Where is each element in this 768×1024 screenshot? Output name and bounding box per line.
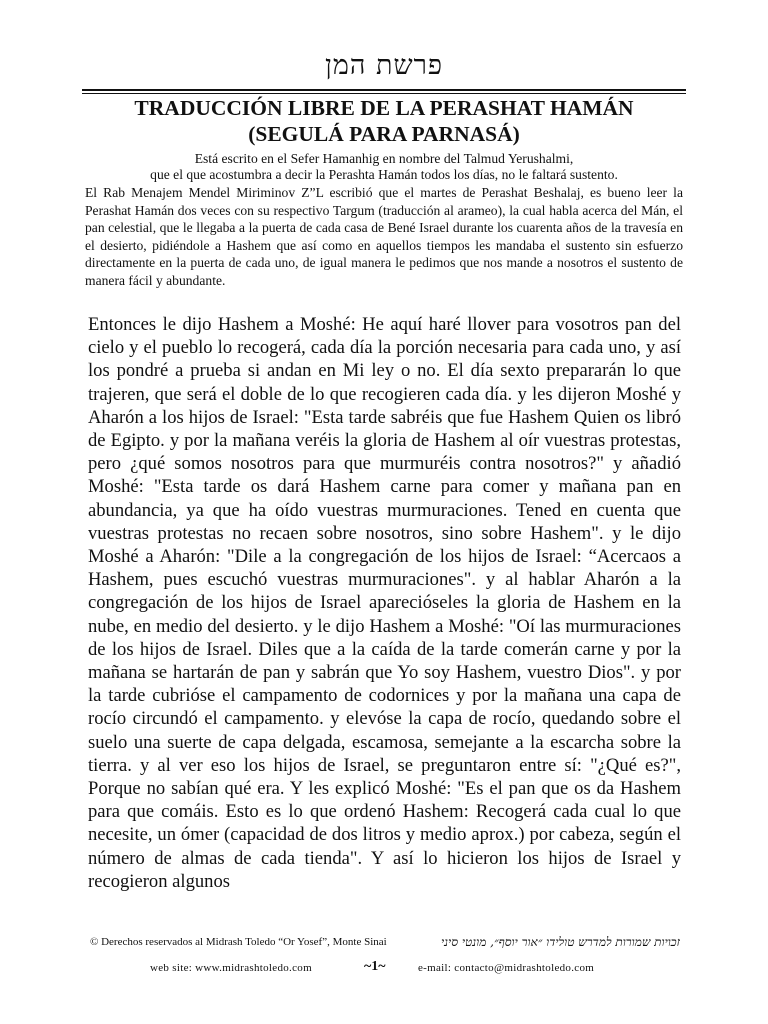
- title-line-2: (SEGULÁ PARA PARNASÁ): [248, 122, 520, 146]
- title-rule-thin: [82, 93, 686, 94]
- page-title: [60, 95, 708, 147]
- footer-copyright: [90, 936, 680, 948]
- intro-line-1: Está escrito en el Sefer Hamanhig en nombre del Talmud Yerushalmi,: [194, 151, 574, 166]
- email-link[interactable]: e-mail: contacto@midrashtoledo.com: [418, 962, 595, 974]
- hebrew-title: פרשת המן: [325, 50, 443, 81]
- title-line-1: TRADUCCIÓN LIBRE DE LA PERASHAT HAMÁN: [134, 96, 634, 120]
- website-link[interactable]: web site: www.midrashtoledo.com: [150, 962, 312, 974]
- main-text: Entonces le dijo Hashem a Moshé: He aquí haré llover para vosotros pan del cielo y el pueblo lo recogerá, cada día la porción necesaria para cada uno, y así los pondré a prueba si andan en Mi ley o no. El día sexto prepararán lo que trajeren, que será el doble de lo que recogieren cada día. y les dijeron Moshé y Aharón a los hijos de Israel: "Esta tarde sabréis que fue Hashem Quien os libró de Egipto. y por la mañana veréis la gloria de Hashem al oír vuestras protestas, pero ¿qué somos nosotros para que murmuréis contra nosotros?" y añadió Moshé: "Esta tarde os dará Hashem carne para comer y mañana pan en abundancia, ya que ha oído vuestras murmuraciones. Tened en cuenta que vuestras protestas no recaen sobre nosotros, sino sobre Hashem". y le dijo Moshé a Aharón: "Dile a la congregación de los hijos de Israel: “Acercaos a Hashem, pues escuchó vuestras murmuraciones". y al hablar Aharón a la congregación de los hijos de Israel aparecióseles la gloria de Hashem en la nube, en medio del desierto. y le dijo Hashem a Moshé: "Oí las murmuraciones de los hijos de Israel. Diles que a la caída de la tarde comerán carne y por la mañana se hartarán de pan y sabrán que Yo soy Hashem, vuestro Dios". y por la tarde cubrióse el campamento de codornices y por la mañana una capa de rocío circundó el campamento. y elevóse la capa de rocío, quedando sobre el suelo una suerte de capa delgada, escamosa, semejante a la escarcha sobre la tierra. y al ver eso los hijos de Israel, se preguntaron entre sí: "¿Qué es?", Porque no sabían qué era. Y les explicó Moshé: "Es el pan que os da Hashem para que comáis. Esto es lo que ordenó Hashem: Recogerá cada cual lo que necesite, un ómer (capacidad de dos litros y medio aprox.) por cabeza, según el número de almas de cada tienda". Y así lo hicieron los hijos de Israel y recogieron algunos: [88, 314, 681, 892]
- intro-paragraph: El Rab Menajem Mendel Miriminov Z”L escribió que el martes de Perashat Beshalaj, es bueno leer la Perashat Hamán dos veces con su respectivo Targum (traducción al arameo), la cual habla acerca del Mán, el pan celestial, que le llegaba a la puerta de cada casa de Bené Israel durante los cuarenta años de la travesía en el desierto, pidiéndole a Hashem que así como en aquellos tiempos les mandaba el sustento sin esfuerzo directamente en la puerta de cada uno, de igual manera le pedimos que nos mande a nosotros el sustento de manera fácil y abundante.: [85, 185, 683, 288]
- copyright-hebrew: זכויות שמורות למדרש טולידו ״אור יוסף״, מונטי סיני: [441, 936, 680, 948]
- page-number: ~1~: [364, 959, 386, 974]
- title-rule-thick: [82, 89, 686, 91]
- copyright-text: © Derechos reservados al Midrash Toledo “Or Yosef”, Monte Sinai: [90, 936, 387, 948]
- intro-line-2: que el que acostumbra a decir la Perashta Hamán todos los días, no le faltará sustento.: [150, 166, 618, 182]
- intro-centered: [80, 151, 688, 182]
